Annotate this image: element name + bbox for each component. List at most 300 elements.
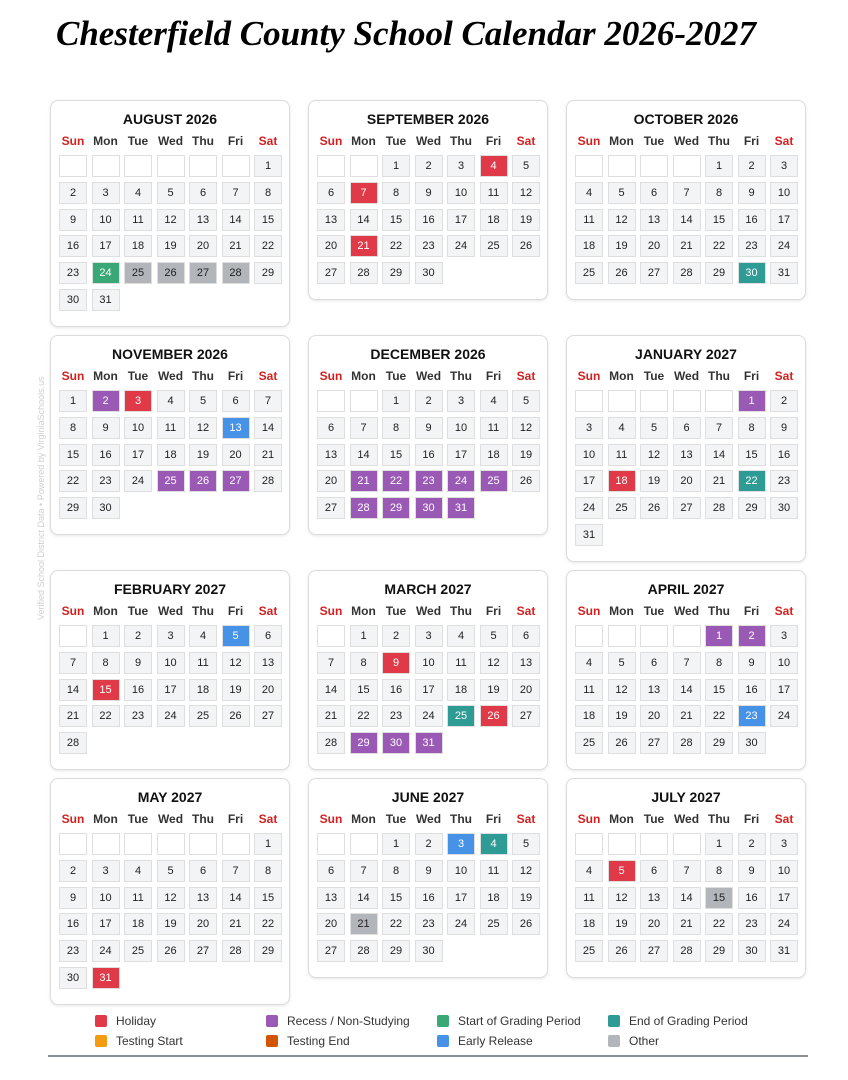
day-cell-er: 23 (738, 705, 766, 727)
day-cell: 22 (705, 235, 733, 257)
day-cell: 14 (59, 679, 87, 701)
day-cell: 11 (189, 652, 217, 674)
weekday-header: Wed (157, 369, 184, 383)
month-title: MAY 2027 (137, 789, 203, 805)
day-cell: 10 (770, 860, 798, 882)
day-cell: 12 (512, 417, 540, 439)
day-cell: 17 (157, 679, 185, 701)
day-cell: 16 (124, 679, 152, 701)
day-cell: 29 (59, 497, 87, 519)
day-cell: 1 (382, 390, 410, 412)
day-cell: 21 (673, 705, 701, 727)
day-cell: 6 (640, 182, 668, 204)
weekday-header: Thu (450, 134, 472, 148)
day-cell: 2 (59, 860, 87, 882)
day-cell: 24 (447, 913, 475, 935)
day-cell-oth: 25 (124, 262, 152, 284)
day-cell: 10 (124, 417, 152, 439)
empty-day-cell (350, 390, 378, 412)
day-cell: 20 (189, 913, 217, 935)
weekday-header: Sun (577, 604, 601, 618)
day-cell: 31 (770, 262, 798, 284)
weekday-header: Sun (61, 812, 85, 826)
day-cell: 31 (770, 940, 798, 962)
day-cell-rec: 21 (350, 470, 378, 492)
day-cell: 28 (350, 940, 378, 962)
weekday-header: Mon (351, 369, 376, 383)
day-cell: 27 (640, 262, 668, 284)
day-cell: 10 (447, 860, 475, 882)
day-cell: 1 (382, 155, 410, 177)
weekday-header: Sun (319, 812, 343, 826)
day-cell-oth: 26 (157, 262, 185, 284)
day-cell: 2 (382, 625, 410, 647)
weekday-header: Sat (774, 369, 794, 383)
day-cell: 21 (222, 235, 250, 257)
day-cell: 15 (59, 444, 87, 466)
day-cell: 19 (512, 444, 540, 466)
day-cell: 6 (189, 182, 217, 204)
day-cell: 2 (738, 155, 766, 177)
day-cell: 21 (222, 913, 250, 935)
day-cell: 14 (673, 209, 701, 231)
empty-day-cell (640, 625, 668, 647)
page-title: Chesterfield County School Calendar 2026-2027 (56, 14, 757, 53)
day-cell: 20 (640, 705, 668, 727)
day-cell: 11 (575, 209, 603, 231)
legend-swatch (266, 1035, 278, 1047)
day-cell-egp: 30 (738, 262, 766, 284)
weekday-header: Thu (450, 369, 472, 383)
day-cell: 30 (738, 940, 766, 962)
weekday-header: Fri (227, 812, 244, 826)
day-cell: 16 (415, 887, 443, 909)
day-cell: 6 (512, 625, 540, 647)
day-cell: 13 (317, 444, 345, 466)
day-cell: 17 (124, 444, 152, 466)
legend-item (608, 1014, 748, 1028)
day-cell: 29 (382, 940, 410, 962)
weekday-header: Tue (127, 134, 149, 148)
legend-label: Start of Grading Period (458, 1014, 581, 1028)
day-cell: 16 (770, 444, 798, 466)
weekday-header: Sat (258, 604, 278, 618)
legend-label: Early Release (458, 1034, 533, 1048)
day-cell: 17 (575, 470, 603, 492)
day-cell: 25 (575, 940, 603, 962)
day-cell: 4 (124, 182, 152, 204)
day-cell: 19 (608, 705, 636, 727)
day-cell: 23 (92, 470, 120, 492)
day-cell: 8 (350, 652, 378, 674)
weekday-header: Mon (351, 812, 376, 826)
day-cell: 9 (59, 887, 87, 909)
day-cell: 11 (575, 887, 603, 909)
day-cell: 24 (575, 497, 603, 519)
empty-day-cell (222, 155, 250, 177)
legend-label: Other (629, 1034, 660, 1048)
day-cell: 1 (254, 155, 282, 177)
day-cell: 12 (608, 209, 636, 231)
day-cell: 7 (222, 182, 250, 204)
day-cell-rec: 23 (415, 470, 443, 492)
day-cell: 21 (317, 705, 345, 727)
day-cell: 9 (770, 417, 798, 439)
day-cell-rec: 25 (480, 470, 508, 492)
day-cell: 23 (415, 235, 443, 257)
day-cell: 13 (512, 652, 540, 674)
day-cell: 16 (59, 913, 87, 935)
day-cell: 30 (92, 497, 120, 519)
day-cell: 7 (673, 182, 701, 204)
day-cell: 14 (254, 417, 282, 439)
day-cell-hol: 31 (92, 967, 120, 989)
month-title: JANUARY 2027 (635, 346, 737, 362)
empty-day-cell (673, 625, 701, 647)
month-april-2027 (566, 570, 806, 770)
watermark: Verified School District Data • Powered by VirginiaSchools.us (36, 376, 46, 620)
day-cell: 28 (705, 497, 733, 519)
month-title: APRIL 2027 (647, 581, 725, 597)
day-cell: 29 (254, 262, 282, 284)
day-cell: 26 (608, 732, 636, 754)
day-cell: 20 (512, 679, 540, 701)
month-june-2027 (308, 778, 548, 978)
legend-label: Testing Start (116, 1034, 183, 1048)
day-cell: 28 (59, 732, 87, 754)
day-cell: 4 (608, 417, 636, 439)
day-cell: 1 (350, 625, 378, 647)
day-cell: 10 (770, 652, 798, 674)
day-cell-hol: 9 (382, 652, 410, 674)
empty-day-cell (673, 390, 701, 412)
day-cell: 18 (575, 705, 603, 727)
day-cell: 13 (673, 444, 701, 466)
month-november-2026 (50, 335, 290, 535)
day-cell: 14 (350, 444, 378, 466)
empty-day-cell (608, 625, 636, 647)
day-cell-egp: 22 (738, 470, 766, 492)
day-cell-rec: 2 (92, 390, 120, 412)
day-cell: 11 (480, 417, 508, 439)
day-cell: 18 (124, 913, 152, 935)
day-cell: 14 (673, 887, 701, 909)
day-cell: 18 (480, 444, 508, 466)
day-cell: 17 (447, 444, 475, 466)
month-september-2026 (308, 100, 548, 300)
day-cell: 7 (317, 652, 345, 674)
legend-label: Testing End (287, 1034, 350, 1048)
day-cell: 21 (705, 470, 733, 492)
day-cell: 6 (673, 417, 701, 439)
day-cell: 16 (92, 444, 120, 466)
day-cell-rec: 29 (350, 732, 378, 754)
empty-day-cell (317, 833, 345, 855)
day-cell: 23 (738, 913, 766, 935)
day-cell: 2 (770, 390, 798, 412)
day-cell: 14 (673, 679, 701, 701)
day-cell: 22 (59, 470, 87, 492)
day-cell: 22 (382, 235, 410, 257)
empty-day-cell (673, 155, 701, 177)
day-cell: 8 (738, 417, 766, 439)
empty-day-cell (575, 625, 603, 647)
day-cell-rec: 24 (447, 470, 475, 492)
day-cell: 18 (124, 235, 152, 257)
legend-swatch (95, 1035, 107, 1047)
day-cell: 10 (770, 182, 798, 204)
day-cell: 20 (317, 470, 345, 492)
day-cell: 6 (222, 390, 250, 412)
day-cell: 10 (92, 887, 120, 909)
weekday-header: Wed (415, 134, 442, 148)
day-cell: 12 (222, 652, 250, 674)
empty-day-cell (640, 390, 668, 412)
empty-day-cell (317, 390, 345, 412)
day-cell: 23 (415, 913, 443, 935)
day-cell: 17 (447, 887, 475, 909)
legend-label: Holiday (116, 1014, 157, 1028)
day-cell: 16 (738, 887, 766, 909)
day-cell-hol: 7 (350, 182, 378, 204)
day-cell-rec: 30 (382, 732, 410, 754)
day-cell: 29 (738, 497, 766, 519)
weekday-header: Thu (192, 369, 214, 383)
day-cell: 24 (157, 705, 185, 727)
day-cell: 1 (254, 833, 282, 855)
day-cell: 23 (382, 705, 410, 727)
day-cell: 29 (705, 262, 733, 284)
day-cell: 11 (480, 860, 508, 882)
weekday-header: Wed (415, 369, 442, 383)
weekday-header: Mon (351, 604, 376, 618)
day-cell: 6 (189, 860, 217, 882)
weekday-header: Tue (643, 812, 665, 826)
day-cell: 5 (512, 155, 540, 177)
day-cell: 22 (254, 913, 282, 935)
day-cell: 5 (157, 860, 185, 882)
day-cell: 3 (447, 390, 475, 412)
day-cell: 6 (254, 625, 282, 647)
day-cell: 5 (157, 182, 185, 204)
day-cell: 26 (512, 235, 540, 257)
day-cell: 13 (189, 887, 217, 909)
day-cell: 17 (770, 209, 798, 231)
day-cell: 22 (254, 235, 282, 257)
weekday-header: Sat (516, 369, 536, 383)
day-cell: 30 (415, 940, 443, 962)
day-cell: 1 (59, 390, 87, 412)
day-cell: 25 (480, 235, 508, 257)
day-cell: 27 (317, 940, 345, 962)
weekday-header: Wed (415, 812, 442, 826)
day-cell: 10 (415, 652, 443, 674)
day-cell: 14 (350, 209, 378, 231)
weekday-header: Fri (743, 812, 760, 826)
legend-swatch (437, 1035, 449, 1047)
day-cell: 17 (447, 209, 475, 231)
day-cell: 15 (382, 887, 410, 909)
weekday-header: Sat (258, 134, 278, 148)
weekday-header: Thu (192, 812, 214, 826)
weekday-header: Thu (192, 134, 214, 148)
weekday-header: Mon (93, 369, 118, 383)
day-cell: 18 (189, 679, 217, 701)
month-january-2027 (566, 335, 806, 562)
day-cell-egp: 25 (447, 705, 475, 727)
day-cell: 28 (673, 262, 701, 284)
weekday-header: Tue (385, 369, 407, 383)
day-cell: 8 (254, 182, 282, 204)
day-cell: 20 (673, 470, 701, 492)
weekday-header: Sun (61, 369, 85, 383)
month-title: DECEMBER 2026 (370, 346, 486, 362)
empty-day-cell (350, 833, 378, 855)
day-cell: 28 (222, 940, 250, 962)
day-cell: 11 (608, 444, 636, 466)
day-cell: 29 (705, 940, 733, 962)
legend-label: End of Grading Period (629, 1014, 748, 1028)
day-cell: 16 (738, 679, 766, 701)
month-title: FEBRUARY 2027 (113, 581, 227, 597)
day-cell: 26 (222, 705, 250, 727)
day-cell: 23 (59, 940, 87, 962)
day-cell: 3 (447, 155, 475, 177)
weekday-header: Tue (643, 134, 665, 148)
day-cell: 14 (317, 679, 345, 701)
empty-day-cell (575, 155, 603, 177)
day-cell: 14 (222, 887, 250, 909)
day-cell: 22 (350, 705, 378, 727)
day-cell: 23 (124, 705, 152, 727)
day-cell: 7 (222, 860, 250, 882)
day-cell: 30 (770, 497, 798, 519)
legend-item (437, 1014, 581, 1028)
day-cell: 16 (382, 679, 410, 701)
month-title: OCTOBER 2026 (633, 111, 739, 127)
legend-item (608, 1034, 659, 1048)
weekday-header: Fri (485, 369, 502, 383)
day-cell: 5 (640, 417, 668, 439)
day-cell: 2 (415, 390, 443, 412)
day-cell: 18 (575, 913, 603, 935)
empty-day-cell (575, 390, 603, 412)
day-cell: 18 (157, 444, 185, 466)
day-cell: 7 (59, 652, 87, 674)
day-cell: 3 (770, 625, 798, 647)
day-cell: 20 (640, 913, 668, 935)
weekday-header: Sun (577, 812, 601, 826)
day-cell: 26 (512, 470, 540, 492)
day-cell: 2 (738, 833, 766, 855)
weekday-header: Fri (485, 604, 502, 618)
day-cell: 15 (705, 209, 733, 231)
day-cell: 15 (705, 679, 733, 701)
empty-day-cell (157, 155, 185, 177)
day-cell-hol: 3 (124, 390, 152, 412)
day-cell: 11 (575, 679, 603, 701)
day-cell: 19 (608, 235, 636, 257)
month-title: NOVEMBER 2026 (112, 346, 228, 362)
day-cell: 21 (673, 913, 701, 935)
day-cell: 12 (640, 444, 668, 466)
day-cell: 16 (59, 235, 87, 257)
month-october-2026 (566, 100, 806, 300)
day-cell-rec: 28 (350, 497, 378, 519)
weekday-header: Wed (157, 604, 184, 618)
day-cell: 5 (189, 390, 217, 412)
empty-day-cell (124, 155, 152, 177)
day-cell: 24 (770, 705, 798, 727)
day-cell: 18 (480, 209, 508, 231)
day-cell: 25 (189, 705, 217, 727)
day-cell: 1 (382, 833, 410, 855)
day-cell: 8 (92, 652, 120, 674)
day-cell: 11 (447, 652, 475, 674)
day-cell: 14 (222, 209, 250, 231)
weekday-header: Tue (127, 812, 149, 826)
day-cell: 20 (222, 444, 250, 466)
weekday-header: Tue (385, 604, 407, 618)
weekday-header: Thu (450, 812, 472, 826)
day-cell: 2 (124, 625, 152, 647)
day-cell: 19 (157, 235, 185, 257)
day-cell: 21 (59, 705, 87, 727)
day-cell: 20 (254, 679, 282, 701)
day-cell: 27 (317, 262, 345, 284)
day-cell-rec: 1 (738, 390, 766, 412)
legend-swatch (437, 1015, 449, 1027)
day-cell: 10 (575, 444, 603, 466)
weekday-header: Mon (609, 812, 634, 826)
day-cell-sgp: 24 (92, 262, 120, 284)
day-cell: 12 (608, 679, 636, 701)
day-cell: 3 (770, 155, 798, 177)
day-cell: 15 (382, 209, 410, 231)
day-cell: 17 (92, 913, 120, 935)
day-cell: 19 (512, 209, 540, 231)
legend-swatch (95, 1015, 107, 1027)
day-cell: 19 (640, 470, 668, 492)
empty-day-cell (222, 833, 250, 855)
day-cell: 26 (157, 940, 185, 962)
day-cell: 30 (59, 289, 87, 311)
legend-swatch (608, 1035, 620, 1047)
day-cell: 9 (415, 860, 443, 882)
day-cell: 2 (415, 155, 443, 177)
weekday-header: Sat (516, 134, 536, 148)
day-cell: 10 (92, 209, 120, 231)
legend-label: Recess / Non-Studying (287, 1014, 410, 1028)
day-cell: 2 (59, 182, 87, 204)
day-cell: 17 (92, 235, 120, 257)
weekday-header: Mon (93, 604, 118, 618)
day-cell: 30 (738, 732, 766, 754)
day-cell: 3 (415, 625, 443, 647)
weekday-header: Mon (609, 369, 634, 383)
empty-day-cell (705, 390, 733, 412)
empty-day-cell (608, 155, 636, 177)
empty-day-cell (350, 155, 378, 177)
day-cell: 29 (254, 940, 282, 962)
day-cell: 9 (415, 417, 443, 439)
day-cell: 28 (673, 732, 701, 754)
weekday-header: Tue (385, 812, 407, 826)
weekday-header: Sat (774, 134, 794, 148)
day-cell: 15 (254, 209, 282, 231)
weekday-header: Fri (227, 604, 244, 618)
day-cell: 7 (705, 417, 733, 439)
